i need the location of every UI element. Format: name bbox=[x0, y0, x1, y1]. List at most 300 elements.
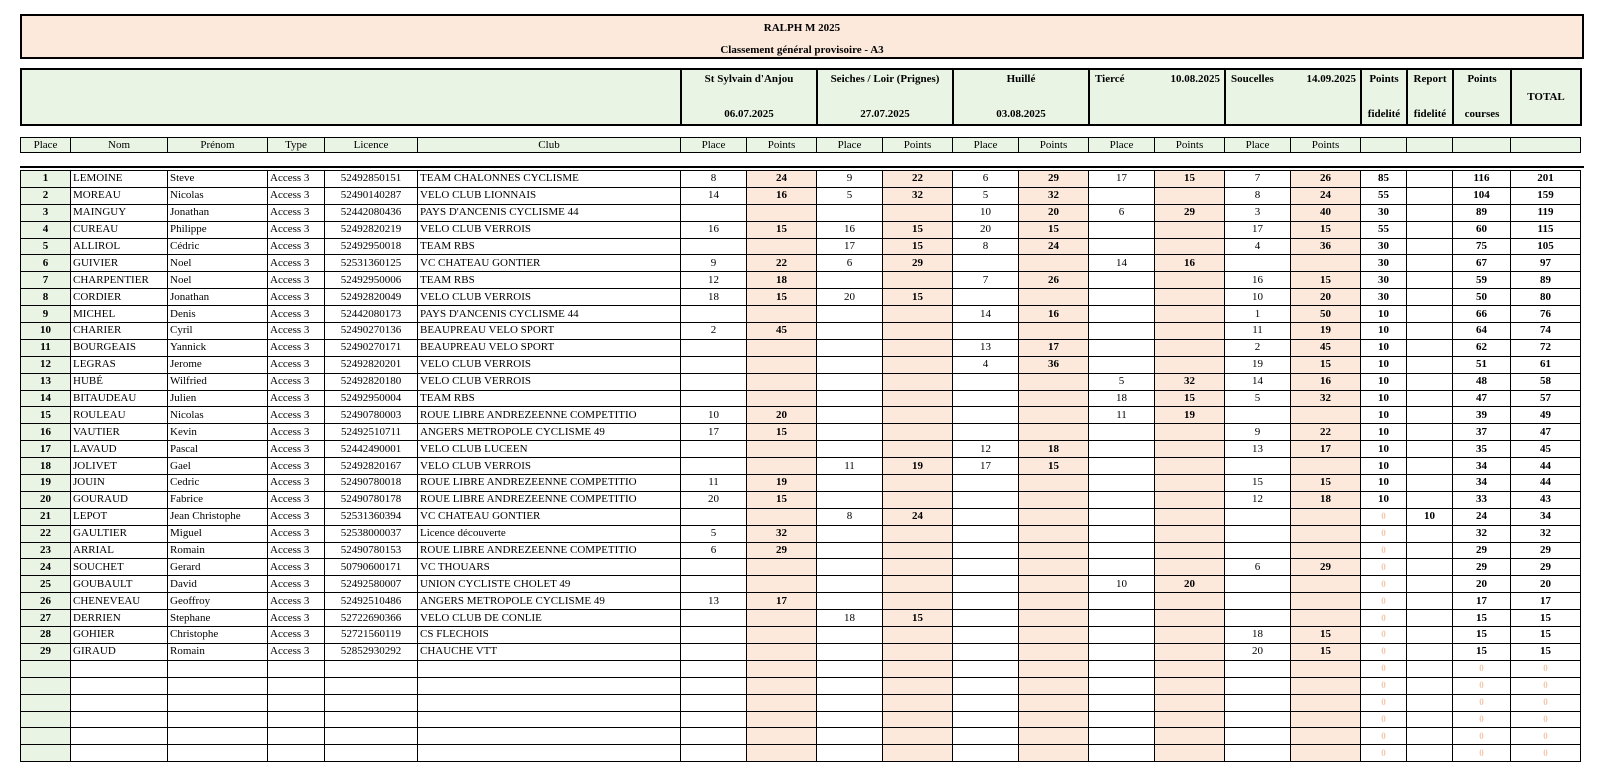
cell-type: Access 3 bbox=[268, 542, 325, 559]
cell-event-place bbox=[817, 593, 883, 610]
cell-total: 115 bbox=[1511, 221, 1581, 238]
cell-club: PAYS D'ANCENIS CYCLISME 44 bbox=[418, 306, 681, 323]
cell-report-fidelite bbox=[1407, 407, 1453, 424]
cell-event-points bbox=[1019, 323, 1089, 340]
cell-place: 22 bbox=[21, 525, 71, 542]
total-header bbox=[1511, 69, 1581, 125]
cell-event-points bbox=[1155, 525, 1225, 542]
cell-event-place: 16 bbox=[817, 221, 883, 238]
cell-event-points: 16 bbox=[1019, 306, 1089, 323]
col-header-event5-place: Place bbox=[1225, 138, 1291, 153]
points-fidelite-header bbox=[1361, 69, 1407, 125]
cell-prenom: Nicolas bbox=[168, 407, 268, 424]
cell-empty bbox=[168, 677, 268, 694]
cell-type: Access 3 bbox=[268, 610, 325, 627]
cell-total: 0 bbox=[1511, 694, 1581, 711]
event-header-2 bbox=[817, 69, 953, 125]
cell-event-place: 16 bbox=[1225, 272, 1291, 289]
cell-event-points bbox=[1155, 238, 1225, 255]
cell-nom: VAUTIER bbox=[71, 424, 168, 441]
cell-points-fidelite: 0 bbox=[1361, 627, 1407, 644]
cell-points-courses: 24 bbox=[1453, 508, 1511, 525]
cell-event-place bbox=[681, 643, 747, 660]
cell-points-courses: 0 bbox=[1453, 694, 1511, 711]
table-row bbox=[21, 323, 1581, 340]
col-header-courses bbox=[1453, 138, 1511, 153]
cell-event-points bbox=[1155, 508, 1225, 525]
cell-nom: GUIVIER bbox=[71, 255, 168, 272]
cell-nom: CORDIER bbox=[71, 289, 168, 306]
cell-event-place bbox=[681, 373, 747, 390]
cell-event-place bbox=[817, 745, 883, 762]
cell-event-points bbox=[1019, 677, 1089, 694]
cell-event-points bbox=[1019, 542, 1089, 559]
table-row bbox=[21, 390, 1581, 407]
cell-place: 27 bbox=[21, 610, 71, 627]
cell-event-place: 14 bbox=[1225, 373, 1291, 390]
cell-event-place: 18 bbox=[1225, 627, 1291, 644]
cell-points-fidelite: 0 bbox=[1361, 745, 1407, 762]
cell-event-points bbox=[747, 204, 817, 221]
cell-prenom: Noel bbox=[168, 255, 268, 272]
cell-empty bbox=[418, 660, 681, 677]
cell-event-place bbox=[817, 542, 883, 559]
cell-licence: 52490780018 bbox=[325, 475, 418, 492]
cell-event-place bbox=[1225, 525, 1291, 542]
cell-event-place bbox=[1089, 306, 1155, 323]
cell-total: 97 bbox=[1511, 255, 1581, 272]
cell-report-fidelite bbox=[1407, 272, 1453, 289]
col-header-event4-points: Points bbox=[1155, 138, 1225, 153]
sheet-title-box bbox=[20, 14, 1584, 59]
table-row bbox=[21, 171, 1581, 188]
cell-event-place bbox=[681, 306, 747, 323]
cell-event-place: 2 bbox=[1225, 339, 1291, 356]
cell-event-points: 32 bbox=[747, 525, 817, 542]
cell-event-points bbox=[1155, 694, 1225, 711]
cell-event-points bbox=[747, 694, 817, 711]
cell-points-fidelite: 10 bbox=[1361, 339, 1407, 356]
cell-event-place bbox=[1089, 610, 1155, 627]
cell-event-points bbox=[747, 576, 817, 593]
cell-event-points bbox=[747, 627, 817, 644]
table-row bbox=[21, 306, 1581, 323]
cell-points-fidelite: 0 bbox=[1361, 525, 1407, 542]
cell-place: 2 bbox=[21, 187, 71, 204]
cell-total: 57 bbox=[1511, 390, 1581, 407]
cell-event-place bbox=[681, 728, 747, 745]
cell-points-courses: 39 bbox=[1453, 407, 1511, 424]
cell-event-place: 6 bbox=[953, 171, 1019, 188]
cell-type: Access 3 bbox=[268, 475, 325, 492]
table-row bbox=[21, 356, 1581, 373]
cell-event-place bbox=[1089, 187, 1155, 204]
cell-empty bbox=[268, 660, 325, 677]
report-fidelite-line2: fidelité bbox=[1413, 108, 1447, 120]
cell-event-place bbox=[1225, 593, 1291, 610]
cell-event-place bbox=[681, 339, 747, 356]
cell-event-place bbox=[681, 559, 747, 576]
points-courses-line1: Points bbox=[1467, 73, 1497, 85]
event-1-date: 06.07.2025 bbox=[724, 108, 774, 120]
cell-event-points bbox=[747, 238, 817, 255]
cell-event-place: 18 bbox=[817, 610, 883, 627]
cell-event-place bbox=[953, 610, 1019, 627]
cell-event-points: 15 bbox=[747, 424, 817, 441]
cell-place: 9 bbox=[21, 306, 71, 323]
cell-club: ANGERS METROPOLE CYCLISME 49 bbox=[418, 424, 681, 441]
cell-report-fidelite bbox=[1407, 542, 1453, 559]
cell-nom: CHENEVEAU bbox=[71, 593, 168, 610]
cell-place: 25 bbox=[21, 576, 71, 593]
cell-points-fidelite: 10 bbox=[1361, 390, 1407, 407]
cell-place: 6 bbox=[21, 255, 71, 272]
cell-total: 45 bbox=[1511, 441, 1581, 458]
cell-report-fidelite bbox=[1407, 627, 1453, 644]
cell-event-points bbox=[883, 339, 953, 356]
cell-event-place bbox=[953, 407, 1019, 424]
event-header-3 bbox=[953, 69, 1089, 125]
cell-report-fidelite bbox=[1407, 677, 1453, 694]
table-row bbox=[21, 475, 1581, 492]
table-row bbox=[21, 238, 1581, 255]
cell-event-points: 19 bbox=[1155, 407, 1225, 424]
cell-prenom: Wilfried bbox=[168, 373, 268, 390]
cell-prenom: Yannick bbox=[168, 339, 268, 356]
cell-event-points: 29 bbox=[1291, 559, 1361, 576]
cell-nom: ARRIAL bbox=[71, 542, 168, 559]
cell-event-place bbox=[1089, 508, 1155, 525]
ranking-table bbox=[20, 170, 1581, 762]
cell-event-points: 15 bbox=[883, 289, 953, 306]
table-row bbox=[21, 441, 1581, 458]
cell-prenom: Fabrice bbox=[168, 491, 268, 508]
cell-event-points: 32 bbox=[883, 187, 953, 204]
cell-event-points: 45 bbox=[1291, 339, 1361, 356]
cell-place: 17 bbox=[21, 441, 71, 458]
cell-event-points bbox=[747, 390, 817, 407]
cell-points-fidelite: 55 bbox=[1361, 187, 1407, 204]
cell-nom: BOURGEAIS bbox=[71, 339, 168, 356]
cell-event-place bbox=[681, 677, 747, 694]
sheet-title: RALPH M 2025 bbox=[763, 22, 841, 34]
total-label: TOTAL bbox=[1527, 91, 1565, 103]
cell-event-points bbox=[1291, 660, 1361, 677]
cell-event-points bbox=[1155, 491, 1225, 508]
cell-event-place bbox=[1225, 255, 1291, 272]
cell-event-place: 14 bbox=[953, 306, 1019, 323]
cell-total: 58 bbox=[1511, 373, 1581, 390]
cell-event-place bbox=[1089, 424, 1155, 441]
cell-event-points: 22 bbox=[747, 255, 817, 272]
cell-total: 0 bbox=[1511, 660, 1581, 677]
table-row bbox=[21, 610, 1581, 627]
cell-nom: CHARIER bbox=[71, 323, 168, 340]
cell-points-courses: 47 bbox=[1453, 390, 1511, 407]
cell-event-points bbox=[1019, 593, 1089, 610]
event-4-name: Tiercé bbox=[1095, 73, 1125, 85]
cell-report-fidelite bbox=[1407, 238, 1453, 255]
col-header-type: Type bbox=[268, 138, 325, 153]
cell-event-points: 19 bbox=[883, 458, 953, 475]
cell-type: Access 3 bbox=[268, 576, 325, 593]
cell-event-place bbox=[1225, 677, 1291, 694]
cell-licence: 52492950018 bbox=[325, 238, 418, 255]
cell-place: 11 bbox=[21, 339, 71, 356]
cell-empty bbox=[418, 728, 681, 745]
cell-event-place: 20 bbox=[817, 289, 883, 306]
cell-points-fidelite: 0 bbox=[1361, 677, 1407, 694]
cell-empty bbox=[418, 677, 681, 694]
cell-licence: 52492820167 bbox=[325, 458, 418, 475]
cell-points-courses: 67 bbox=[1453, 255, 1511, 272]
cell-event-points bbox=[1019, 711, 1089, 728]
cell-nom: LEPOT bbox=[71, 508, 168, 525]
table-row bbox=[21, 559, 1581, 576]
cell-event-place: 11 bbox=[1225, 323, 1291, 340]
cell-points-fidelite: 10 bbox=[1361, 475, 1407, 492]
cell-event-points: 16 bbox=[747, 187, 817, 204]
cell-empty bbox=[268, 677, 325, 694]
cell-event-points bbox=[747, 458, 817, 475]
cell-type: Access 3 bbox=[268, 508, 325, 525]
cell-event-place bbox=[1089, 491, 1155, 508]
empty-row bbox=[21, 677, 1581, 694]
cell-event-points bbox=[1155, 542, 1225, 559]
cell-club: Licence découverte bbox=[418, 525, 681, 542]
cell-points-fidelite: 10 bbox=[1361, 323, 1407, 340]
cell-event-points bbox=[1155, 660, 1225, 677]
cell-event-points bbox=[1155, 272, 1225, 289]
cell-report-fidelite bbox=[1407, 711, 1453, 728]
cell-event-place bbox=[817, 441, 883, 458]
points-courses-header bbox=[1453, 69, 1511, 125]
cell-event-place: 9 bbox=[1225, 424, 1291, 441]
cell-event-points: 15 bbox=[747, 221, 817, 238]
cell-points-courses: 34 bbox=[1453, 458, 1511, 475]
cell-event-place: 5 bbox=[1089, 373, 1155, 390]
report-fidelite-header bbox=[1407, 69, 1453, 125]
cell-event-place bbox=[953, 475, 1019, 492]
cell-type: Access 3 bbox=[268, 339, 325, 356]
cell-event-place bbox=[1089, 441, 1155, 458]
cell-licence: 52490140287 bbox=[325, 187, 418, 204]
cell-event-points bbox=[1155, 627, 1225, 644]
cell-event-place: 9 bbox=[681, 255, 747, 272]
cell-place: 14 bbox=[21, 390, 71, 407]
cell-prenom: Jonathan bbox=[168, 289, 268, 306]
event-2-date: 27.07.2025 bbox=[860, 108, 910, 120]
cell-event-place bbox=[817, 306, 883, 323]
cell-event-place bbox=[681, 694, 747, 711]
cell-report-fidelite bbox=[1407, 289, 1453, 306]
cell-event-place bbox=[1089, 221, 1155, 238]
cell-event-points: 24 bbox=[1291, 187, 1361, 204]
cell-prenom: Jerome bbox=[168, 356, 268, 373]
cell-points-fidelite: 10 bbox=[1361, 407, 1407, 424]
cell-event-points: 24 bbox=[883, 508, 953, 525]
cell-total: 74 bbox=[1511, 323, 1581, 340]
cell-empty bbox=[71, 677, 168, 694]
event-header-5 bbox=[1225, 69, 1361, 125]
cell-event-points: 22 bbox=[883, 171, 953, 188]
cell-event-points bbox=[1291, 458, 1361, 475]
cell-empty bbox=[418, 694, 681, 711]
col-header-prenom: Prénom bbox=[168, 138, 268, 153]
cell-prenom: Denis bbox=[168, 306, 268, 323]
table-row bbox=[21, 627, 1581, 644]
cell-prenom: Gael bbox=[168, 458, 268, 475]
cell-report-fidelite bbox=[1407, 694, 1453, 711]
cell-type: Access 3 bbox=[268, 593, 325, 610]
cell-event-points: 32 bbox=[1155, 373, 1225, 390]
cell-club: TEAM RBS bbox=[418, 390, 681, 407]
cell-event-place bbox=[1225, 660, 1291, 677]
event-5-date: 14.09.2025 bbox=[1306, 73, 1356, 85]
cell-event-points: 15 bbox=[1291, 356, 1361, 373]
cell-place bbox=[21, 728, 71, 745]
cell-event-place bbox=[953, 289, 1019, 306]
cell-event-place bbox=[1225, 458, 1291, 475]
cell-report-fidelite bbox=[1407, 187, 1453, 204]
cell-event-place: 6 bbox=[1225, 559, 1291, 576]
cell-event-points bbox=[1155, 356, 1225, 373]
cell-event-points bbox=[883, 728, 953, 745]
cell-prenom: Miguel bbox=[168, 525, 268, 542]
cell-event-points bbox=[1019, 390, 1089, 407]
cell-prenom: Cyril bbox=[168, 323, 268, 340]
table-row bbox=[21, 339, 1581, 356]
cell-event-points: 20 bbox=[747, 407, 817, 424]
cell-type: Access 3 bbox=[268, 323, 325, 340]
cell-event-points bbox=[747, 643, 817, 660]
cell-club: VC CHATEAU GONTIER bbox=[418, 508, 681, 525]
cell-prenom: Geoffroy bbox=[168, 593, 268, 610]
cell-event-place: 4 bbox=[1225, 238, 1291, 255]
cell-event-place: 8 bbox=[1225, 187, 1291, 204]
cell-points-courses: 35 bbox=[1453, 441, 1511, 458]
cell-event-points: 45 bbox=[747, 323, 817, 340]
cell-event-points bbox=[883, 627, 953, 644]
cell-total: 76 bbox=[1511, 306, 1581, 323]
cell-licence: 52492950004 bbox=[325, 390, 418, 407]
table-row bbox=[21, 491, 1581, 508]
cell-nom: LEMOINE bbox=[71, 171, 168, 188]
cell-type: Access 3 bbox=[268, 356, 325, 373]
cell-event-place bbox=[817, 491, 883, 508]
col-header-report bbox=[1407, 138, 1453, 153]
cell-licence: 52490780178 bbox=[325, 491, 418, 508]
cell-club: UNION CYCLISTE CHOLET 49 bbox=[418, 576, 681, 593]
cell-event-points bbox=[1019, 491, 1089, 508]
cell-report-fidelite bbox=[1407, 525, 1453, 542]
cell-report-fidelite bbox=[1407, 373, 1453, 390]
cell-event-place bbox=[817, 627, 883, 644]
cell-points-courses: 0 bbox=[1453, 711, 1511, 728]
event-header-4 bbox=[1089, 69, 1225, 125]
cell-event-place bbox=[817, 643, 883, 660]
cell-event-place bbox=[817, 711, 883, 728]
cell-points-fidelite: 0 bbox=[1361, 559, 1407, 576]
cell-event-points bbox=[883, 660, 953, 677]
cell-place: 7 bbox=[21, 272, 71, 289]
cell-event-place: 14 bbox=[1089, 255, 1155, 272]
cell-event-points bbox=[883, 525, 953, 542]
cell-event-points: 36 bbox=[1291, 238, 1361, 255]
cell-event-place: 8 bbox=[817, 508, 883, 525]
cell-nom: JOUIN bbox=[71, 475, 168, 492]
cell-event-place bbox=[953, 745, 1019, 762]
cell-total: 34 bbox=[1511, 508, 1581, 525]
table-row bbox=[21, 255, 1581, 272]
cell-total: 15 bbox=[1511, 627, 1581, 644]
cell-event-place bbox=[1089, 694, 1155, 711]
cell-event-place: 10 bbox=[1089, 576, 1155, 593]
cell-event-place bbox=[1089, 272, 1155, 289]
cell-type: Access 3 bbox=[268, 373, 325, 390]
cell-prenom: Romain bbox=[168, 542, 268, 559]
cell-licence: 52492820049 bbox=[325, 289, 418, 306]
cell-event-points bbox=[1019, 576, 1089, 593]
cell-points-courses: 0 bbox=[1453, 745, 1511, 762]
cell-event-points: 15 bbox=[1019, 221, 1089, 238]
cell-prenom: Nicolas bbox=[168, 187, 268, 204]
cell-empty bbox=[71, 694, 168, 711]
cell-event-points: 17 bbox=[747, 593, 817, 610]
cell-event-place bbox=[681, 745, 747, 762]
event-header-1 bbox=[681, 69, 817, 125]
cell-event-points bbox=[1019, 525, 1089, 542]
sheet-subtitle: Classement général provisoire - A3 bbox=[720, 44, 884, 56]
cell-club: VELO CLUB LUCEEN bbox=[418, 441, 681, 458]
cell-nom: GOUBAULT bbox=[71, 576, 168, 593]
cell-points-courses: 89 bbox=[1453, 204, 1511, 221]
cell-event-place bbox=[953, 424, 1019, 441]
cell-event-place bbox=[817, 204, 883, 221]
cell-event-place: 20 bbox=[953, 221, 1019, 238]
cell-empty bbox=[268, 728, 325, 745]
cell-total: 44 bbox=[1511, 458, 1581, 475]
cell-event-points: 20 bbox=[1291, 289, 1361, 306]
cell-event-points bbox=[747, 306, 817, 323]
cell-points-fidelite: 0 bbox=[1361, 660, 1407, 677]
cell-event-points bbox=[883, 745, 953, 762]
cell-event-place bbox=[1089, 711, 1155, 728]
table-row bbox=[21, 187, 1581, 204]
cell-report-fidelite bbox=[1407, 728, 1453, 745]
cell-event-points bbox=[747, 610, 817, 627]
cell-event-place: 20 bbox=[1225, 643, 1291, 660]
cell-event-points bbox=[883, 576, 953, 593]
cell-nom: SOUCHET bbox=[71, 559, 168, 576]
cell-licence: 52492820201 bbox=[325, 356, 418, 373]
cell-total: 119 bbox=[1511, 204, 1581, 221]
cell-place: 18 bbox=[21, 458, 71, 475]
cell-event-points bbox=[1155, 441, 1225, 458]
cell-event-points bbox=[747, 711, 817, 728]
cell-points-fidelite: 30 bbox=[1361, 289, 1407, 306]
cell-report-fidelite bbox=[1407, 204, 1453, 221]
cell-event-place bbox=[1225, 542, 1291, 559]
cell-place: 21 bbox=[21, 508, 71, 525]
cell-total: 72 bbox=[1511, 339, 1581, 356]
cell-event-place bbox=[1089, 677, 1155, 694]
cell-club: VELO CLUB DE CONLIE bbox=[418, 610, 681, 627]
cell-total: 29 bbox=[1511, 542, 1581, 559]
cell-total: 32 bbox=[1511, 525, 1581, 542]
cell-event-points bbox=[1019, 508, 1089, 525]
cell-event-points bbox=[1019, 289, 1089, 306]
